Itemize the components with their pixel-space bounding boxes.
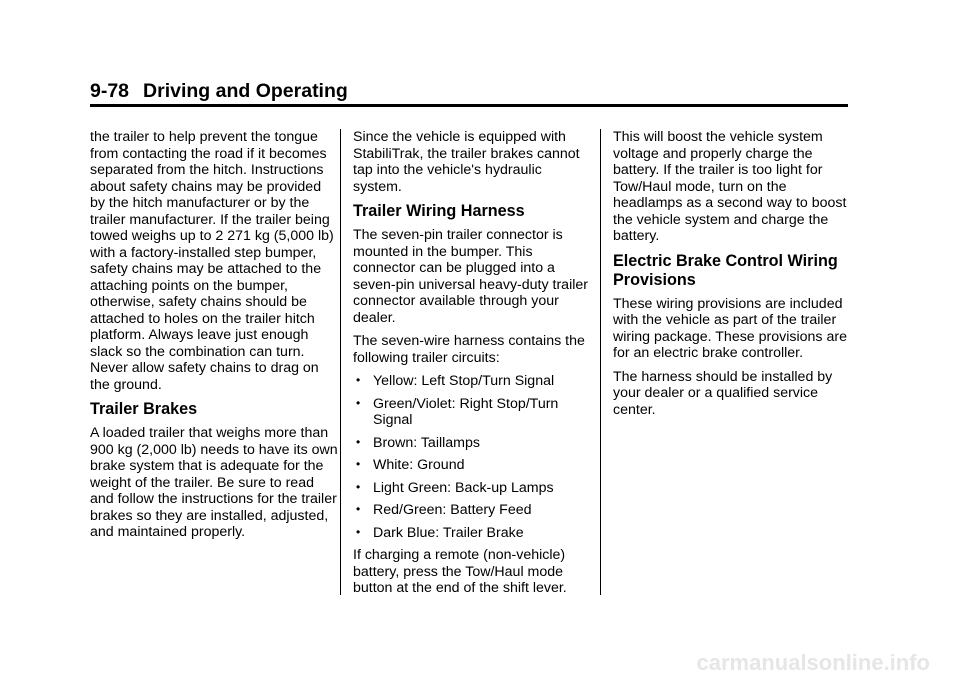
stabilitrak-paragraph: Since the vehicle is equipped with StabiliTrak, the trailer brakes cannot tap into the vehicle's hydraulic system.: [353, 129, 580, 195]
electric-brake-paragraph-2: The harness should be installed by your dealer or a qualified service center.: [613, 368, 833, 418]
column-1: [90, 129, 338, 548]
section-title: Driving and Operating: [143, 80, 348, 102]
bullet-icon: •: [356, 434, 361, 449]
trailer-wiring-heading: Trailer Wiring Harness: [353, 202, 525, 220]
column-divider-2: [600, 129, 601, 595]
circuit-list: [353, 373, 591, 541]
column-divider-1: [340, 129, 341, 595]
list-item: • Brown: Taillamps: [356, 434, 480, 451]
bullet-icon: •: [356, 373, 361, 387]
header-rule: [90, 104, 848, 107]
column-3: [613, 129, 853, 425]
trailer-brakes-paragraph: A loaded trailer that weighs more than 900 kg (2,000 lb) needs to have its own brake system that is adequate for the weight of the trailer. Be sure to read and follow the instructions for the trailer brakes so they are installed, adjusted, and maintained properly.: [90, 425, 338, 540]
bullet-icon: •: [356, 502, 361, 516]
electric-brake-paragraph-1: These wiring provisions are included with the vehicle as part of the trailer wiring package. These provisions are for an electric brake controller.: [613, 295, 847, 361]
watermark: carmanualsonline.info: [696, 650, 930, 675]
wiring-paragraph-1: The seven-pin trailer connector is mounted in the bumper. This connector can be plugged into a seven-pin universal heavy-duty trailer connector available through your dealer.: [353, 227, 588, 326]
page-number: 9-78: [90, 80, 130, 102]
trailer-brakes-heading: Trailer Brakes: [90, 400, 198, 418]
charging-paragraph: If charging a remote (non-vehicle) battery, press the Tow/Haul mode button at the end of the shift lever.: [353, 547, 567, 596]
boost-paragraph: This will boost the vehicle system voltage and properly charge the battery. If the trailer is too light for Tow/Haul mode, turn on the headlamps as a second way to boost the vehicle system and charge the battery.: [613, 129, 847, 244]
list-item: • Yellow: Left Stop/Turn Signal: [356, 373, 555, 389]
bullet-icon: •: [356, 395, 361, 410]
bullet-icon: •: [356, 524, 361, 539]
list-item: • Red/Green: Battery Feed: [356, 502, 532, 518]
list-item: • White: Ground: [356, 457, 465, 473]
wiring-paragraph-2: The seven-wire harness contains the following trailer circuits:: [353, 333, 585, 366]
column-2: [353, 129, 591, 604]
list-item: • Light Green: Back-up Lamps: [356, 479, 554, 496]
bullet-icon: •: [356, 457, 361, 471]
electric-brake-heading: Electric Brake Control Wiring Provisions: [613, 251, 838, 289]
list-item: • Green/Violet: Right Stop/Turn Signal: [356, 395, 559, 428]
safety-chains-paragraph: the trailer to help prevent the tongue from contacting the road if it becomes separated from the hitch. Instructions about safety chains may be provided by the hitch manufacturer or by the trailer manufacturer. If the trailer being towed weighs up to 2 271 kg (5,000 lb) with a factory-installed step bumper, safety chains may be attached to the attaching points on the bumper, otherwise, safety chains should be attached to holes on the trailer hitch platform. Always leave just enough slack so the combination can turn. Never allow safety chains to drag on the ground.: [90, 129, 334, 393]
bullet-icon: •: [356, 479, 361, 494]
list-item: • Dark Blue: Trailer Brake: [356, 524, 524, 541]
page-header: [90, 80, 348, 103]
